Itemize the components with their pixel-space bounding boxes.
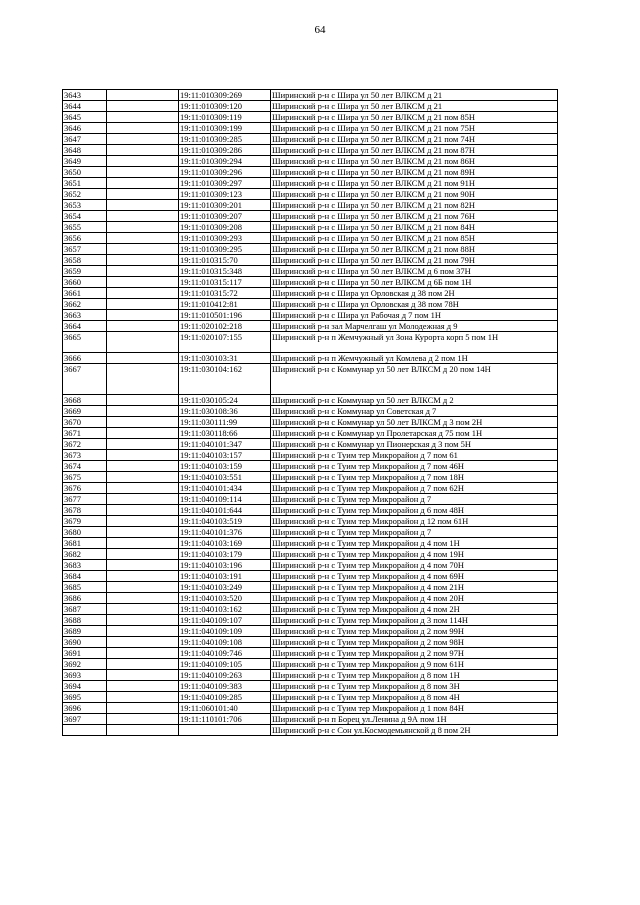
cadastral-number-cell: 19:11:010412:81 [179, 299, 271, 310]
table-row [63, 494, 558, 505]
empty-cell [107, 681, 179, 692]
row-number-cell: 3647 [63, 134, 107, 145]
empty-cell [107, 266, 179, 277]
row-number-cell: 3644 [63, 101, 107, 112]
cadastral-number-cell: 19:11:040109:746 [179, 648, 271, 659]
address-cell: Ширинский р-н с Туим тер Микрорайон д 7 [271, 494, 558, 505]
empty-cell [107, 527, 179, 538]
cadastral-number-cell: 19:11:010309:269 [179, 90, 271, 101]
row-number-cell: 3648 [63, 145, 107, 156]
address-cell: Ширинский р-н с Шира ул 50 лет ВЛКСМ д 21 [271, 101, 558, 112]
address-cell: Ширинский р-н с Туим тер Микрорайон д 6 пом 48Н [271, 505, 558, 516]
table-row [63, 299, 558, 310]
empty-cell [107, 670, 179, 681]
table-row [63, 692, 558, 703]
cadastral-number-cell: 19:11:040101:376 [179, 527, 271, 538]
row-number-cell: 3663 [63, 310, 107, 321]
address-cell: Ширинский р-н с Сон ул.Космодемьянской д 8 пом 2Н [271, 725, 558, 736]
cadastral-number-cell: 19:11:030111:99 [179, 417, 271, 428]
empty-cell [107, 299, 179, 310]
empty-cell [107, 549, 179, 560]
table-row [63, 472, 558, 483]
empty-cell [107, 353, 179, 364]
empty-cell [107, 244, 179, 255]
address-cell: Ширинский р-н с Туим тер Микрорайон д 2 пом 98Н [271, 637, 558, 648]
address-cell: Ширинский р-н с Туим тер Микрорайон д 4 пом 20Н [271, 593, 558, 604]
cadastral-number-cell: 19:11:040103:551 [179, 472, 271, 483]
address-cell: Ширинский р-н с Коммунар ул Пролетарская д 75 пом 1Н [271, 428, 558, 439]
empty-cell [107, 233, 179, 244]
table-row [63, 670, 558, 681]
row-number-cell: 3662 [63, 299, 107, 310]
address-cell: Ширинский р-н с Шира ул 50 лет ВЛКСМ д 21 пом 86Н [271, 156, 558, 167]
empty-cell [107, 145, 179, 156]
empty-cell [107, 134, 179, 145]
row-number-cell: 3654 [63, 211, 107, 222]
address-cell: Ширинский р-н с Коммунар ул Советская д 7 [271, 406, 558, 417]
row-number-cell: 3697 [63, 714, 107, 725]
address-cell: Ширинский р-н с Шира ул 50 лет ВЛКСМ д 21 пом 90Н [271, 189, 558, 200]
cadastral-number-cell: 19:11:010309:119 [179, 112, 271, 123]
table-row [63, 244, 558, 255]
cadastral-number-cell: 19:11:040101:434 [179, 483, 271, 494]
cadastral-number-cell: 19:11:110101:706 [179, 714, 271, 725]
table-row [63, 604, 558, 615]
table-row [63, 233, 558, 244]
table-row [63, 277, 558, 288]
row-number-cell: 3649 [63, 156, 107, 167]
cadastral-number-cell: 19:11:010315:72 [179, 288, 271, 299]
cadastral-number-cell: 19:11:030118:66 [179, 428, 271, 439]
table-row [63, 505, 558, 516]
row-number-cell: 3678 [63, 505, 107, 516]
table-row [63, 123, 558, 134]
cadastral-number-cell: 19:11:030104:162 [179, 364, 271, 395]
row-number-cell: 3653 [63, 200, 107, 211]
empty-cell [107, 648, 179, 659]
empty-cell [107, 626, 179, 637]
row-number-cell: 3650 [63, 167, 107, 178]
address-cell: Ширинский р-н с Шира ул 50 лет ВЛКСМ д 21 [271, 90, 558, 101]
cadastral-number-cell: 19:11:010315:117 [179, 277, 271, 288]
table-row [63, 266, 558, 277]
empty-cell [107, 167, 179, 178]
empty-cell [107, 637, 179, 648]
empty-cell [107, 395, 179, 406]
row-number-cell: 3680 [63, 527, 107, 538]
empty-cell [107, 332, 179, 353]
row-number-cell: 3670 [63, 417, 107, 428]
address-cell: Ширинский р-н с Туим тер Микрорайон д 2 пом 99Н [271, 626, 558, 637]
address-cell: Ширинский р-н с Шира ул 50 лет ВЛКСМ д 21 пом 74Н [271, 134, 558, 145]
cadastral-number-cell: 19:11:010309:295 [179, 244, 271, 255]
table-row [63, 527, 558, 538]
table-row [63, 681, 558, 692]
row-number-cell [63, 725, 107, 736]
cadastral-number-cell: 19:11:010309:285 [179, 134, 271, 145]
row-number-cell: 3652 [63, 189, 107, 200]
table-row [63, 321, 558, 332]
address-cell: Ширинский р-н с Шира ул 50 лет ВЛКСМ д 6Б пом 1Н [271, 277, 558, 288]
empty-cell [107, 593, 179, 604]
empty-cell [107, 505, 179, 516]
address-cell: Ширинский р-н с Шира ул 50 лет ВЛКСМ д 21 пом 87Н [271, 145, 558, 156]
row-number-cell: 3673 [63, 450, 107, 461]
table-row [63, 134, 558, 145]
row-number-cell: 3674 [63, 461, 107, 472]
row-number-cell: 3690 [63, 637, 107, 648]
table-row [63, 714, 558, 725]
row-number-cell: 3694 [63, 681, 107, 692]
cadastral-number-cell: 19:11:010309:297 [179, 178, 271, 189]
address-cell: Ширинский р-н зал Марчелгаш ул Молодежная д 9 [271, 321, 558, 332]
address-cell: Ширинский р-н с Шира ул 50 лет ВЛКСМ д 21 пом 89Н [271, 167, 558, 178]
empty-cell [107, 364, 179, 395]
cadastral-number-cell: 19:11:040109:285 [179, 692, 271, 703]
address-cell: Ширинский р-н с Шира ул 50 лет ВЛКСМ д 21 пом 85Н [271, 233, 558, 244]
cadastral-number-cell: 19:11:040109:109 [179, 626, 271, 637]
table-row [63, 417, 558, 428]
address-cell: Ширинский р-н п Жемчужный ул Зона Курорта корп 5 пом 1Н [271, 332, 558, 353]
cadastral-number-cell: 19:11:040103:159 [179, 461, 271, 472]
row-number-cell: 3695 [63, 692, 107, 703]
cadastral-number-cell: 19:11:010309:201 [179, 200, 271, 211]
cadastral-number-cell: 19:11:010315:70 [179, 255, 271, 266]
cadastral-number-cell: 19:11:020107:155 [179, 332, 271, 353]
row-number-cell: 3688 [63, 615, 107, 626]
table-row [63, 90, 558, 101]
table-row [63, 538, 558, 549]
empty-cell [107, 90, 179, 101]
row-number-cell: 3651 [63, 178, 107, 189]
empty-cell [107, 211, 179, 222]
empty-cell [107, 428, 179, 439]
empty-cell [107, 112, 179, 123]
address-cell: Ширинский р-н с Туим тер Микрорайон д 4 пом 2Н [271, 604, 558, 615]
table-row [63, 288, 558, 299]
row-number-cell: 3657 [63, 244, 107, 255]
row-number-cell: 3658 [63, 255, 107, 266]
cadastral-number-cell: 19:11:040109:263 [179, 670, 271, 681]
table-row [63, 200, 558, 211]
cadastral-number-cell: 19:11:040103:196 [179, 560, 271, 571]
cadastral-number-cell: 19:11:040109:107 [179, 615, 271, 626]
address-cell: Ширинский р-н с Шира ул 50 лет ВЛКСМ д 21 пом 84Н [271, 222, 558, 233]
table-row [63, 549, 558, 560]
address-cell: Ширинский р-н с Шира ул 50 лет ВЛКСМ д 21 пом 76Н [271, 211, 558, 222]
row-number-cell: 3655 [63, 222, 107, 233]
row-number-cell: 3696 [63, 703, 107, 714]
table-row [63, 112, 558, 123]
row-number-cell: 3679 [63, 516, 107, 527]
address-cell: Ширинский р-н с Туим тер Микрорайон д 8 пом 3Н [271, 681, 558, 692]
empty-cell [107, 439, 179, 450]
address-cell: Ширинский р-н с Туим тер Микрорайон д 9 пом 61Н [271, 659, 558, 670]
cadastral-number-cell [179, 725, 271, 736]
row-number-cell: 3683 [63, 560, 107, 571]
cadastral-number-cell: 19:11:040103:191 [179, 571, 271, 582]
cadastral-number-cell: 19:11:010315:348 [179, 266, 271, 277]
row-number-cell: 3687 [63, 604, 107, 615]
table-row [63, 516, 558, 527]
table-row [63, 178, 558, 189]
address-cell: Ширинский р-н с Коммунар ул 50 лет ВЛКСМ д 3 пом 2Н [271, 417, 558, 428]
row-number-cell: 3671 [63, 428, 107, 439]
cadastral-number-cell: 19:11:040109:114 [179, 494, 271, 505]
table-row [63, 353, 558, 364]
row-number-cell: 3672 [63, 439, 107, 450]
address-cell: Ширинский р-н с Шира ул 50 лет ВЛКСМ д 21 пом 85Н [271, 112, 558, 123]
table-row [63, 310, 558, 321]
empty-cell [107, 714, 179, 725]
row-number-cell: 3682 [63, 549, 107, 560]
row-number-cell: 3692 [63, 659, 107, 670]
row-number-cell: 3676 [63, 483, 107, 494]
table-row [63, 725, 558, 736]
page-number: 64 [314, 24, 326, 36]
cadastral-number-cell: 19:11:040109:108 [179, 637, 271, 648]
empty-cell [107, 123, 179, 134]
empty-cell [107, 516, 179, 527]
registry-table [62, 89, 558, 736]
row-number-cell: 3669 [63, 406, 107, 417]
address-cell: Ширинский р-н с Туим тер Микрорайон д 3 пом 114Н [271, 615, 558, 626]
cadastral-number-cell: 19:11:010501:196 [179, 310, 271, 321]
row-number-cell: 3664 [63, 321, 107, 332]
table-row [63, 450, 558, 461]
empty-cell [107, 472, 179, 483]
table-row [63, 167, 558, 178]
address-cell: Ширинский р-н с Туим тер Микрорайон д 4 пом 19Н [271, 549, 558, 560]
table-row [63, 222, 558, 233]
row-number-cell: 3643 [63, 90, 107, 101]
empty-cell [107, 417, 179, 428]
row-number-cell: 3666 [63, 353, 107, 364]
empty-cell [107, 483, 179, 494]
address-cell: Ширинский р-н с Шира ул Орловская д 38 пом 2Н [271, 288, 558, 299]
empty-cell [107, 725, 179, 736]
table-row [63, 615, 558, 626]
address-cell: Ширинский р-н с Туим тер Микрорайон д 4 пом 69Н [271, 571, 558, 582]
row-number-cell: 3689 [63, 626, 107, 637]
empty-cell [107, 310, 179, 321]
row-number-cell: 3693 [63, 670, 107, 681]
address-cell: Ширинский р-н с Туим тер Микрорайон д 7 пом 46Н [271, 461, 558, 472]
row-number-cell: 3684 [63, 571, 107, 582]
table-row [63, 560, 558, 571]
address-cell: Ширинский р-н с Туим тер Микрорайон д 4 пом 21Н [271, 582, 558, 593]
table-row [63, 145, 558, 156]
cadastral-number-cell: 19:11:060101:40 [179, 703, 271, 714]
empty-cell [107, 461, 179, 472]
row-number-cell: 3686 [63, 593, 107, 604]
cadastral-number-cell: 19:11:010309:123 [179, 189, 271, 200]
address-cell: Ширинский р-н с Туим тер Микрорайон д 8 пом 1Н [271, 670, 558, 681]
empty-cell [107, 659, 179, 670]
cadastral-number-cell: 19:11:040109:105 [179, 659, 271, 670]
cadastral-number-cell: 19:11:020102:218 [179, 321, 271, 332]
address-cell: Ширинский р-н с Туим тер Микрорайон д 7 пом 62Н [271, 483, 558, 494]
table-row [63, 255, 558, 266]
address-cell: Ширинский р-н с Шира ул 50 лет ВЛКСМ д 6 пом 37Н [271, 266, 558, 277]
address-cell: Ширинский р-н с Шира ул 50 лет ВЛКСМ д 21 пом 79Н [271, 255, 558, 266]
address-cell: Ширинский р-н с Коммунар ул 50 лет ВЛКСМ д 2 [271, 395, 558, 406]
table-row [63, 659, 558, 670]
row-number-cell: 3659 [63, 266, 107, 277]
cadastral-number-cell: 19:11:040103:162 [179, 604, 271, 615]
cadastral-number-cell: 19:11:040103:157 [179, 450, 271, 461]
empty-cell [107, 560, 179, 571]
address-cell: Ширинский р-н с Туим тер Микрорайон д 1 пом 84Н [271, 703, 558, 714]
cadastral-number-cell: 19:11:010309:294 [179, 156, 271, 167]
address-cell: Ширинский р-н с Туим тер Микрорайон д 4 пом 1Н [271, 538, 558, 549]
table-row [63, 156, 558, 167]
cadastral-number-cell: 19:11:040101:347 [179, 439, 271, 450]
table-row [63, 364, 558, 395]
row-number-cell: 3661 [63, 288, 107, 299]
registry-table-body [63, 90, 558, 736]
table-row [63, 703, 558, 714]
address-cell: Ширинский р-н с Коммунар ул Пионерская д 3 пом 5Н [271, 439, 558, 450]
empty-cell [107, 200, 179, 211]
empty-cell [107, 450, 179, 461]
address-cell: Ширинский р-н с Шира ул Рабочая д 7 пом 1Н [271, 310, 558, 321]
cadastral-number-cell: 19:11:010309:286 [179, 145, 271, 156]
table-row [63, 461, 558, 472]
row-number-cell: 3675 [63, 472, 107, 483]
empty-cell [107, 604, 179, 615]
row-number-cell: 3681 [63, 538, 107, 549]
address-cell: Ширинский р-н с Туим тер Микрорайон д 8 пом 4Н [271, 692, 558, 703]
cadastral-number-cell: 19:11:030103:31 [179, 353, 271, 364]
cadastral-number-cell: 19:11:030105:24 [179, 395, 271, 406]
cadastral-number-cell: 19:11:010309:293 [179, 233, 271, 244]
cadastral-number-cell: 19:11:040101:644 [179, 505, 271, 516]
cadastral-number-cell: 19:11:010309:296 [179, 167, 271, 178]
table-row [63, 582, 558, 593]
table-row [63, 332, 558, 353]
cadastral-number-cell: 19:11:010309:207 [179, 211, 271, 222]
empty-cell [107, 615, 179, 626]
empty-cell [107, 101, 179, 112]
row-number-cell: 3668 [63, 395, 107, 406]
cadastral-number-cell: 19:11:040103:249 [179, 582, 271, 593]
address-cell: Ширинский р-н с Туим тер Микрорайон д 12 пом 61Н [271, 516, 558, 527]
empty-cell [107, 582, 179, 593]
empty-cell [107, 189, 179, 200]
address-cell: Ширинский р-н с Шира ул 50 лет ВЛКСМ д 21 пом 88Н [271, 244, 558, 255]
table-row [63, 626, 558, 637]
table-row [63, 189, 558, 200]
address-cell: Ширинский р-н с Шира ул 50 лет ВЛКСМ д 21 пом 75Н [271, 123, 558, 134]
address-cell: Ширинский р-н с Шира ул 50 лет ВЛКСМ д 21 пом 91Н [271, 178, 558, 189]
empty-cell [107, 494, 179, 505]
empty-cell [107, 255, 179, 266]
cadastral-number-cell: 19:11:040103:519 [179, 516, 271, 527]
empty-cell [107, 321, 179, 332]
address-cell: Ширинский р-н с Туим тер Микрорайон д 7 [271, 527, 558, 538]
cadastral-number-cell: 19:11:040109:383 [179, 681, 271, 692]
address-cell: Ширинский р-н п Жемчужный ул Комлева д 2 пом 1Н [271, 353, 558, 364]
empty-cell [107, 692, 179, 703]
row-number-cell: 3646 [63, 123, 107, 134]
empty-cell [107, 703, 179, 714]
row-number-cell: 3645 [63, 112, 107, 123]
row-number-cell: 3660 [63, 277, 107, 288]
row-number-cell: 3685 [63, 582, 107, 593]
table-row [63, 428, 558, 439]
empty-cell [107, 406, 179, 417]
table-row [63, 483, 558, 494]
address-cell: Ширинский р-н с Туим тер Микрорайон д 2 пом 97Н [271, 648, 558, 659]
empty-cell [107, 538, 179, 549]
cadastral-number-cell: 19:11:010309:120 [179, 101, 271, 112]
cadastral-number-cell: 19:11:040103:169 [179, 538, 271, 549]
address-cell: Ширинский р-н п Борец ул.Ленина д 9А пом 1Н [271, 714, 558, 725]
address-cell: Ширинский р-н с Шира ул 50 лет ВЛКСМ д 21 пом 82Н [271, 200, 558, 211]
empty-cell [107, 178, 179, 189]
table-row [63, 101, 558, 112]
empty-cell [107, 222, 179, 233]
cadastral-number-cell: 19:11:030108:36 [179, 406, 271, 417]
table-row [63, 395, 558, 406]
cadastral-number-cell: 19:11:040103:179 [179, 549, 271, 560]
cadastral-number-cell: 19:11:010309:199 [179, 123, 271, 134]
table-row [63, 211, 558, 222]
table-row [63, 439, 558, 450]
empty-cell [107, 288, 179, 299]
table-row [63, 406, 558, 417]
address-cell: Ширинский р-н с Туим тер Микрорайон д 4 пом 70Н [271, 560, 558, 571]
address-cell: Ширинский р-н с Туим тер Микрорайон д 7 пом 61 [271, 450, 558, 461]
address-cell: Ширинский р-н с Шира ул Орловская д 38 пом 78Н [271, 299, 558, 310]
cadastral-number-cell: 19:11:040103:520 [179, 593, 271, 604]
row-number-cell: 3665 [63, 332, 107, 353]
address-cell: Ширинский р-н с Коммунар ул 50 лет ВЛКСМ д 20 пом 14Н [271, 364, 558, 395]
row-number-cell: 3656 [63, 233, 107, 244]
empty-cell [107, 156, 179, 167]
empty-cell [107, 277, 179, 288]
table-row [63, 648, 558, 659]
row-number-cell: 3691 [63, 648, 107, 659]
row-number-cell: 3677 [63, 494, 107, 505]
table-row [63, 593, 558, 604]
cadastral-number-cell: 19:11:010309:208 [179, 222, 271, 233]
table-row [63, 637, 558, 648]
table-row [63, 571, 558, 582]
empty-cell [107, 571, 179, 582]
row-number-cell: 3667 [63, 364, 107, 395]
address-cell: Ширинский р-н с Туим тер Микрорайон д 7 пом 18Н [271, 472, 558, 483]
